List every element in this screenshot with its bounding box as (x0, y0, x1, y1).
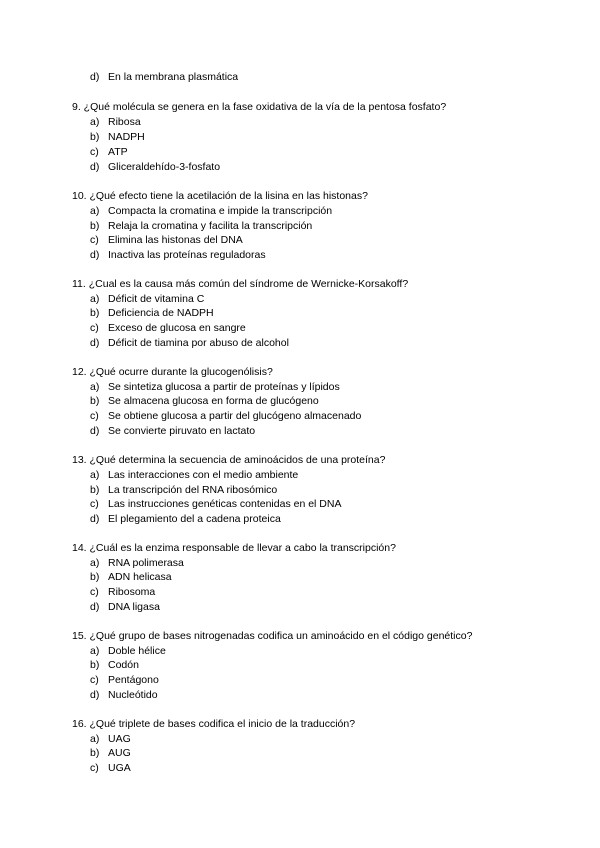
option-letter: b) (90, 571, 100, 583)
option-letter: c) (90, 322, 99, 334)
option-letter: d) (90, 689, 100, 701)
option-text: ATP (108, 146, 128, 158)
option-letter: a) (90, 205, 100, 217)
option-text: Inactiva las proteínas reguladoras (108, 249, 266, 261)
option-text: Ribosoma (108, 586, 156, 598)
option-letter: c) (90, 410, 99, 422)
option-letter: b) (90, 220, 100, 232)
option-letter: a) (90, 293, 100, 305)
option-text: La transcripción del RNA ribosómico (108, 484, 278, 496)
question-16-prompt: 16. ¿Qué triplete de bases codifica el inicio de la traducción? (72, 718, 356, 730)
option-letter: c) (90, 762, 99, 774)
option-text: Se convierte piruvato en lactato (108, 425, 256, 437)
option-text: Doble hélice (108, 645, 166, 657)
option-letter: b) (90, 747, 100, 759)
option-text: NADPH (108, 131, 145, 143)
option-letter: d) (90, 601, 100, 613)
option-text: Ribosa (108, 116, 141, 128)
option-text: DNA ligasa (108, 601, 160, 613)
option-text: UGA (108, 762, 131, 774)
option-letter: c) (90, 586, 99, 598)
option-text: En la membrana plasmática (108, 71, 239, 83)
option-letter: b) (90, 307, 100, 319)
option-letter: d) (90, 337, 100, 349)
option-letter: a) (90, 381, 100, 393)
question-9-prompt: 9. ¿Qué molécula se genera en la fase oxidativa de la vía de la pentosa fosfato? (72, 101, 447, 113)
question-10-prompt: 10. ¿Qué efecto tiene la acetilación de la lisina en las histonas? (72, 190, 368, 202)
option-text: Relaja la cromatina y facilita la transcripción (108, 220, 313, 232)
option-letter: c) (90, 498, 99, 510)
option-text: Se almacena glucosa en forma de glucógeno (108, 395, 319, 407)
option-text: Nucleótido (108, 689, 158, 701)
option-letter: a) (90, 645, 100, 657)
option-text: Pentágono (108, 674, 159, 686)
question-14-prompt: 14. ¿Cuál es la enzima responsable de llevar a cabo la transcripción? (72, 542, 396, 554)
option-text: Déficit de vitamina C (108, 293, 205, 305)
option-text: Las instrucciones genéticas contenidas en el DNA (108, 498, 342, 510)
question-15-prompt: 15. ¿Qué grupo de bases nitrogenadas codifica un aminoácido en el código genético? (72, 630, 473, 642)
option-text: AUG (108, 747, 131, 759)
option-text: Compacta la cromatina e impide la transcripción (108, 205, 333, 217)
option-letter: d) (90, 425, 100, 437)
option-letter: d) (90, 513, 100, 525)
option-letter: b) (90, 484, 100, 496)
option-letter: a) (90, 116, 100, 128)
option-letter: b) (90, 659, 100, 671)
option-text: RNA polimerasa (108, 557, 184, 569)
option-text: Las interacciones con el medio ambiente (108, 469, 299, 481)
option-text: Déficit de tiamina por abuso de alcohol (108, 337, 289, 349)
option-letter: a) (90, 469, 100, 481)
option-letter: a) (90, 557, 100, 569)
option-text: Deficiencia de NADPH (108, 307, 214, 319)
option-letter: d) (90, 249, 100, 261)
option-text: Exceso de glucosa en sangre (108, 322, 246, 334)
option-letter: b) (90, 395, 100, 407)
option-text: Gliceraldehído-3-fosfato (108, 161, 221, 173)
option-letter: b) (90, 131, 100, 143)
option-text: Se obtiene glucosa a partir del glucógeno almacenado (108, 410, 362, 422)
question-12-prompt: 12. ¿Qué ocurre durante la glucogenólisis? (72, 366, 273, 378)
option-text: El plegamiento del a cadena proteica (108, 513, 281, 525)
option-letter: c) (90, 146, 99, 158)
option-text: Codón (108, 659, 139, 671)
option-letter: d) (90, 71, 100, 83)
option-letter: a) (90, 733, 100, 745)
question-11-prompt: 11. ¿Cual es la causa más común del síndrome de Wernicke-Korsakoff? (72, 278, 409, 290)
option-text: Se sintetiza glucosa a partir de proteínas y lípidos (108, 381, 340, 393)
question-13-prompt: 13. ¿Qué determina la secuencia de aminoácidos de una proteína? (72, 454, 386, 466)
option-text: ADN helicasa (108, 571, 172, 583)
option-letter: c) (90, 234, 99, 246)
option-text: Elimina las histonas del DNA (108, 234, 243, 246)
option-letter: c) (90, 674, 99, 686)
option-text: UAG (108, 733, 131, 745)
option-letter: d) (90, 161, 100, 173)
